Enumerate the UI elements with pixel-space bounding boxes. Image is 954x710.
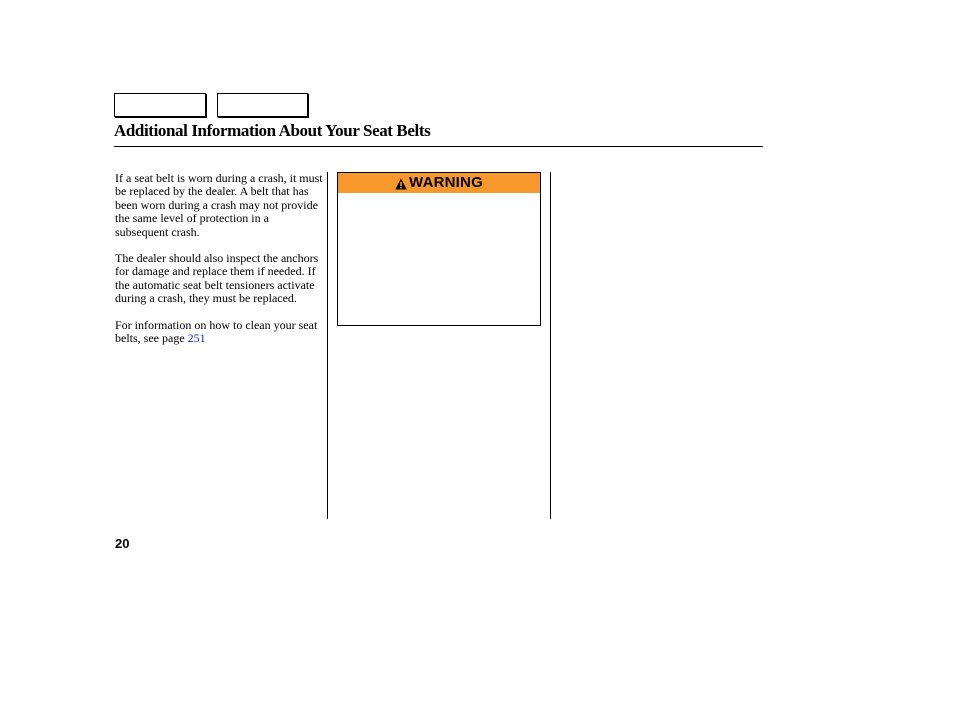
column-divider-right [550,172,551,519]
page-251-link[interactable]: 251 [187,331,206,346]
page-number: 20 [115,536,130,551]
warning-box [337,172,541,326]
title-divider [114,146,763,147]
paragraph-cleaning-reference [115,319,323,346]
main-menu-button[interactable] [114,93,206,117]
page-title: Additional Information About Your Seat Belts [114,121,431,140]
paragraph-inspect-anchors: The dealer should also inspect the anchors for damage and replace them if needed. If the automatic seat belt tensioners activate during a crash, they must be replaced. [115,251,319,306]
warning-triangle-icon [395,177,407,189]
warning-label: WARNING [409,174,483,191]
index-button[interactable] [217,93,308,117]
column-divider-left [327,172,328,519]
paragraph-replace-belt: If a seat belt is worn during a crash, it must be replaced by the dealer. A belt that has been worn during a crash may not provide the same level of protection in a subsequent crash. [115,171,323,239]
cleaning-reference-text: For information on how to clean your seat belts, see page [115,317,318,346]
warning-header [338,173,540,193]
body-text-column [115,172,323,358]
